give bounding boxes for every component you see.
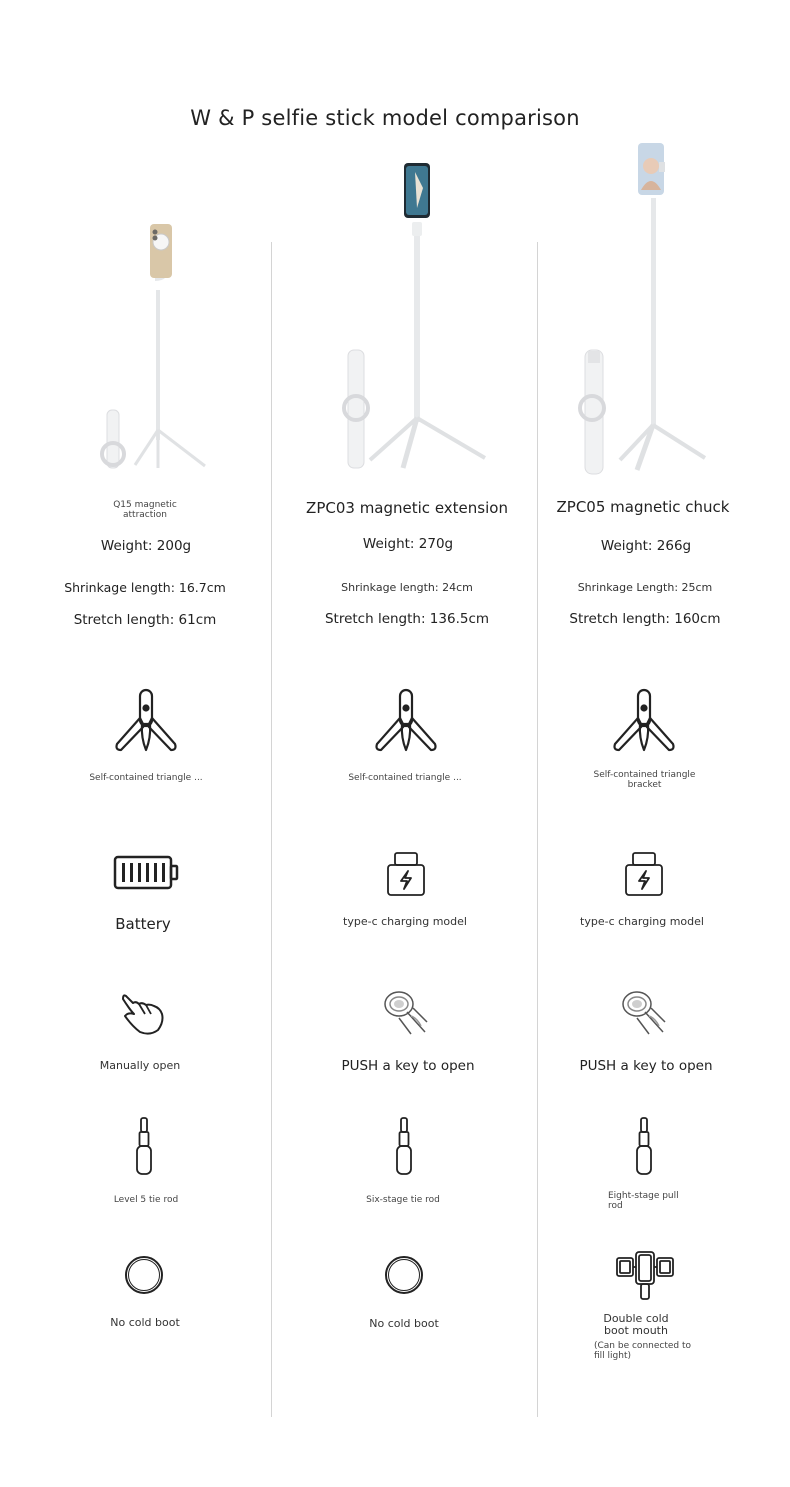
column-divider <box>271 242 272 1417</box>
model-name: Q15 magnetic attraction <box>113 500 177 521</box>
shrink-length: Shrinkage length: 16.7cm <box>64 580 226 595</box>
open-label: PUSH a key to open <box>341 1058 475 1074</box>
column-divider <box>537 242 538 1417</box>
telescopic-rod-icon <box>394 1116 414 1176</box>
battery-icon <box>113 855 179 891</box>
stretch-length: Stretch length: 61cm <box>73 612 217 628</box>
q15-product-image <box>95 220 225 475</box>
telescopic-rod-icon <box>134 1116 154 1176</box>
tripod-label: Self-contained triangle bracket <box>593 770 696 791</box>
cold-boot-ring-icon <box>124 1255 164 1295</box>
double-cold-boot-icon <box>615 1250 675 1302</box>
type-c-charger-icon <box>386 851 426 897</box>
shrink-length: Shrinkage length: 24cm <box>341 581 473 594</box>
stretch-length: Stretch length: 160cm <box>569 611 721 627</box>
tripod-icon <box>113 688 179 754</box>
cold-boot-ring-icon <box>384 1255 424 1295</box>
weight-value: Weight: 266g <box>600 538 692 554</box>
shrink-length: Shrinkage Length: 25cm <box>577 581 713 594</box>
power-label: Battery <box>115 915 171 933</box>
type-c-charger-icon <box>624 851 664 897</box>
open-label: PUSH a key to open <box>579 1058 713 1074</box>
boot-label: Double cold boot mouth <box>603 1312 669 1338</box>
weight-value: Weight: 270g <box>362 536 454 552</box>
zpc05-product-image <box>575 140 715 475</box>
zpc03-product-image <box>335 160 495 475</box>
model-name: ZPC03 magnetic extension <box>306 499 508 517</box>
tripod-icon <box>373 688 439 754</box>
tripod-icon <box>611 688 677 754</box>
rod-label: Six-stage tie rod <box>366 1195 440 1205</box>
page-title: W & P selfie stick model comparison <box>190 106 580 130</box>
push-button-icon <box>381 988 431 1038</box>
boot-note: (Can be connected to fill light) <box>594 1341 692 1362</box>
push-button-icon <box>619 988 669 1038</box>
boot-label: No cold boot <box>369 1317 439 1330</box>
power-label: type-c charging model <box>343 915 467 928</box>
tripod-label: Self-contained triangle ... <box>89 773 203 783</box>
open-label: Manually open <box>99 1059 181 1072</box>
hand-icon <box>120 992 166 1036</box>
tripod-label: Self-contained triangle ... <box>348 773 462 783</box>
telescopic-rod-icon <box>634 1116 654 1176</box>
power-label: type-c charging model <box>580 915 704 928</box>
rod-label: Level 5 tie rod <box>113 1195 179 1205</box>
rod-label: Eight-stage pull rod <box>608 1191 679 1212</box>
model-name: ZPC05 magnetic chuck <box>556 498 730 516</box>
stretch-length: Stretch length: 136.5cm <box>324 611 490 627</box>
weight-value: Weight: 200g <box>100 538 192 554</box>
boot-label: No cold boot <box>110 1316 180 1329</box>
